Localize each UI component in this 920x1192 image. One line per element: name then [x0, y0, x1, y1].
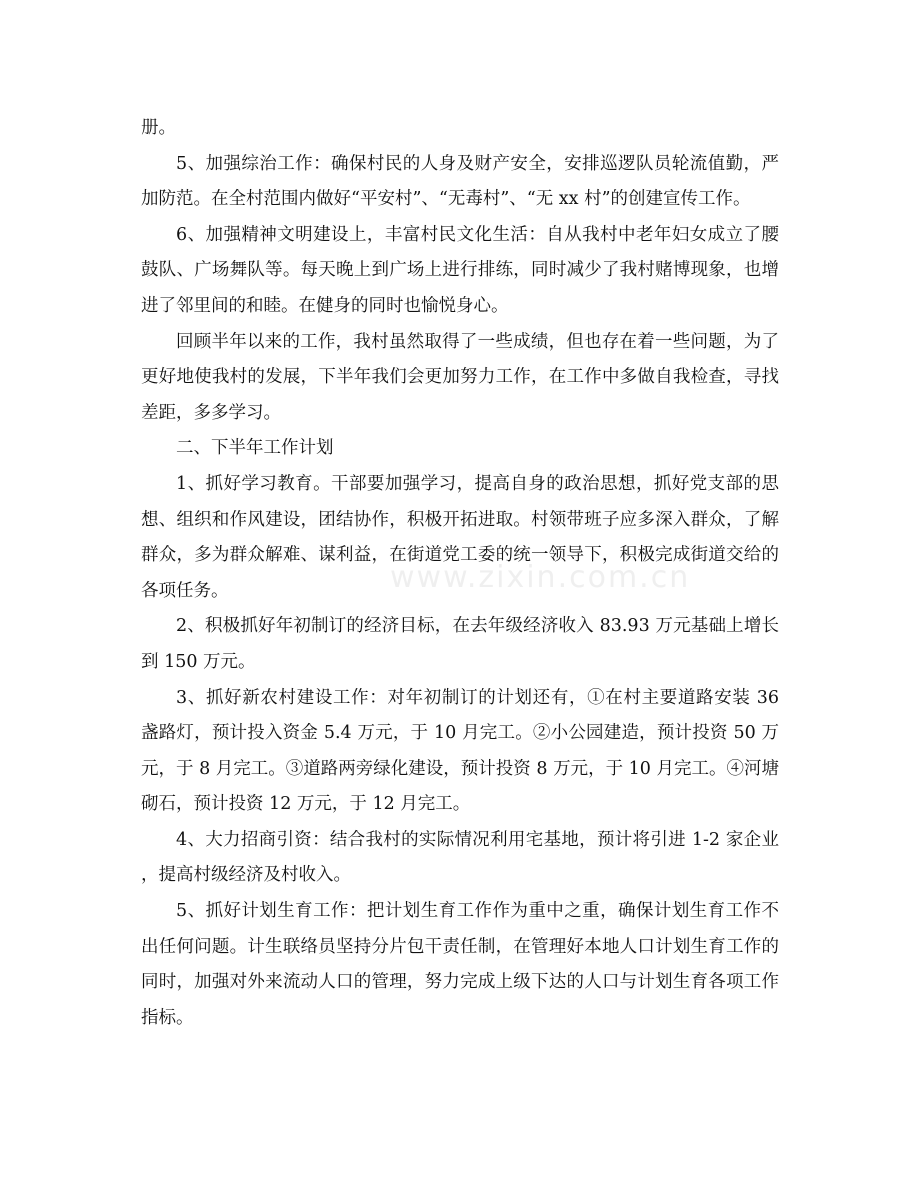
paragraph-plan-1-education: 1、抓好学习教育。干部要加强学习，提高自身的政治思想，抓好党支部的思想、组织和作风建设，团结协作，积极开拓进取。村领带班子应多深入群众，了解群众，多为群众解难、谋利益，在街道党工委的统一领导下，积极完成街道交给的各项任务。 [141, 473, 779, 601]
paragraph-continuation: 册。 [141, 118, 176, 138]
section-heading-plan: 二、下半年工作计划 [176, 438, 334, 459]
paragraph-plan-3-construction: 3、抓好新农村建设工作：对年初制订的计划还有，①在村主要道路安装 36 盏路灯，预计投入资金 5.4 万元，于 10 月完工。②小公园建造，预计投资 50 万元，于 8 月完工。③道路两旁绿化建设，预计投资 8 万元，于 10 月完工。④河塘砌石，预计投资 12 万元，于 12 月完工。 [141, 687, 779, 815]
paragraph-plan-2-economy: 2、积极抓好年初制订的经济目标，在去年级经济收入 83.93 万元基础上增长到 150 万元。 [141, 616, 779, 672]
paragraph-review: 回顾半年以来的工作，我村虽然取得了一些成绩，但也存在着一些问题，为了更好地使我村的发展，下半年我们会更加努力工作，在工作中多做自我检查，寻找差距，多多学习。 [141, 331, 779, 423]
document-body [141, 111, 779, 1036]
paragraph-plan-5-family-planning: 5、抓好计划生育工作：把计划生育工作作为重中之重，确保计划生育工作不出任何问题。计生联络员坚持分片包干责任制，在管理好本地人口计划生育工作的同时，加强对外来流动人口的管理，努力完成上级下达的人口与计划生育各项工作指标。 [141, 901, 779, 1028]
watermark: www.zixin.com.cn [390, 560, 691, 595]
paragraph-plan-4-investment: 4、大力招商引资：结合我村的实际情况利用宅基地，预计将引进 1-2 家企业，提高村级经济及村收入。 [141, 829, 779, 886]
paragraph-item-6-culture: 6、加强精神文明建设上，丰富村民文化生活：自从我村中老年妇女成立了腰鼓队、广场舞队等。每天晚上到广场上进行排练，同时减少了我村赌博现象，也增进了邻里间的和睦。在健身的同时也愉悦身心。 [141, 224, 779, 316]
paragraph-item-5-security: 5、加强综治工作：确保村民的人身及财产安全，安排巡逻队员轮流值勤，严加防范。在全村范围内做好“平安村”、“无毒村”、“无 xx 村”的创建宣传工作。 [141, 153, 779, 210]
